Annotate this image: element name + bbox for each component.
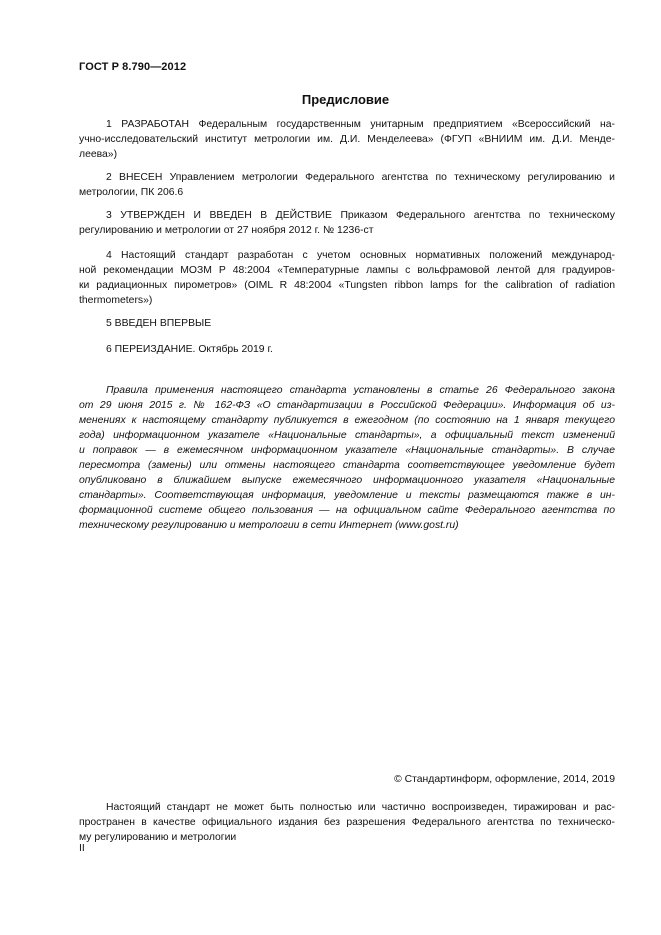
- text-line: регулированию и метрологии от 27 ноября 2012 г. № 1236-ст: [79, 225, 374, 236]
- text-line: му регулированию и метрологии: [79, 832, 237, 843]
- text-line: менениях к настоящему стандарту публикуется в ежегодном (по состоянию на 1 января текущего: [79, 415, 615, 426]
- text-line: Правила применения настоящего стандарта установлены в статье 26 Федерального закона: [106, 385, 615, 396]
- text-line: 5 ВВЕДЕН ВПЕРВЫЕ: [106, 318, 212, 329]
- text-line: Настоящий стандарт не может быть полностью или частично воспроизведен, тиражирован и рас-: [106, 802, 615, 813]
- rights-notice: [79, 800, 615, 845]
- foreword-item-5: [79, 316, 615, 331]
- foreword-item-6: [79, 342, 615, 357]
- text-line: стандарты». Соответствующая информация, уведомление и тексты размещаются также в ин-: [79, 490, 615, 501]
- text-line: и поправок — в ежемесячном информационном указателе «Национальные стандарты». В случае: [79, 445, 615, 456]
- text-line: 3 УТВЕРЖДЕН И ВВЕДЕН В ДЕЙСТВИЕ Приказом Федерального агентства по техническому: [106, 210, 615, 221]
- text-line: опубликовано в ближайшем выпуске ежемесячного информационного указателя «Национальные: [79, 475, 615, 486]
- text-line: пространен в качестве официального издания без разрешения Федерального агентства по техническо-: [79, 817, 615, 828]
- text-line: формационной системе общего пользования — на официальном сайте Федерального агентства по: [79, 505, 615, 516]
- text-line: ки радиационных пирометров» (OIML R 48:2004 «Tungsten ribbon lamps for the calibration of radiation: [79, 280, 615, 291]
- application-notice: [79, 383, 615, 533]
- foreword-item-2: [79, 170, 615, 200]
- text-line: 6 ПЕРЕИЗДАНИЕ. Октябрь 2019 г.: [106, 344, 273, 355]
- foreword-item-1: [79, 117, 615, 162]
- page-title: Предисловие: [301, 92, 390, 107]
- text-line: леева»): [79, 149, 118, 160]
- document-code: ГОСТ Р 8.790—2012: [79, 61, 187, 73]
- copyright-notice: © Стандартинформ, оформление, 2014, 2019: [394, 774, 615, 785]
- page-number: II: [79, 843, 85, 854]
- text-line: 2 ВНЕСЕН Управлением метрологии Федерального агентства по техническому регулированию и: [106, 172, 615, 183]
- text-line: от 29 июня 2015 г. № 162-ФЗ «О стандартизации в Российской Федерации». Информация об из-: [79, 400, 615, 411]
- foreword-item-3: [79, 208, 615, 238]
- text-line: техническому регулированию и метрологии в сети Интернет (www.gost.ru): [79, 520, 459, 531]
- text-line: учно-исследовательский институт метрологии им. Д.И. Менделеева» (ФГУП «ВНИИМ им. Д.И. Менде-: [79, 134, 615, 145]
- text-line: года) информационном указателе «Национальные стандарты», а официальный текст изменений: [79, 430, 615, 441]
- text-line: пересмотра (замены) или отмены настоящего стандарта соответствующее уведомление будет: [79, 460, 615, 471]
- text-line: метрологии, ПК 206.6: [79, 187, 184, 198]
- foreword-item-4: [79, 248, 615, 308]
- text-line: ной рекомендации МОЗМ Р 48:2004 «Температурные лампы с вольфрамовой лентой для градуиров-: [79, 265, 615, 276]
- text-line: thermometers»): [79, 295, 153, 306]
- text-line: 4 Настоящий стандарт разработан с учетом основных нормативных положений международ-: [106, 250, 615, 261]
- text-line: 1 РАЗРАБОТАН Федеральным государственным унитарным предприятием «Всероссийский на-: [106, 119, 615, 130]
